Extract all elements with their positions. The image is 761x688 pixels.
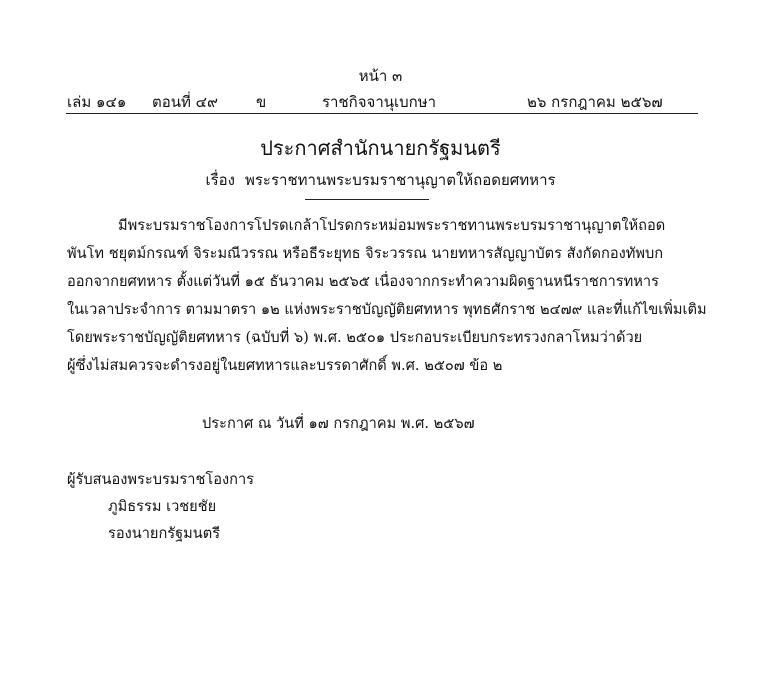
countersign-label: ผู้รับสนองพระบรมราชโองการ: [67, 471, 254, 488]
body-line: มีพระบรมราชโองการโปรดเกล้าโปรดกระหม่อมพระราชทานพระบรมราชานุญาตให้ถอด: [118, 217, 666, 234]
body-line: พันโท ชยุตม์กรณฑ์ จิระมณีวรรณ หรือธีระยุทธ จิระวรรณ นายทหารสัญญาบัตร สังกัดกองทัพบก: [67, 245, 664, 262]
publication-date: ๒๖ กรกฎาคม ๒๕๖๗: [527, 93, 663, 111]
body-line: ผู้ซึ่งไม่สมควรจะดำรงอยู่ในยศทหารและบรรดาศักดิ์ พ.ศ. ๒๕๐๗ ข้อ ๒: [67, 357, 503, 374]
announcement-title: ประกาศสำนักนายกรัฐมนตรี: [260, 136, 501, 160]
section-letter: ข: [256, 93, 267, 111]
page-number: หน้า ๓: [358, 67, 403, 85]
title-divider: [305, 199, 429, 200]
header-divider: [66, 113, 698, 114]
subject-text: พระราชทานพระบรมราชานุญาตให้ถอดยศทหาร: [244, 171, 556, 189]
announcement-subject: [0, 168, 761, 192]
volume-number: เล่ม ๑๔๑: [67, 93, 127, 111]
signatory-position: รองนายกรัฐมนตรี: [108, 525, 221, 542]
body-line: ออกจากยศทหาร ตั้งแต่วันที่ ๑๕ ธันวาคม ๒๕๖๕ เนื่องจากกระทำความผิดฐานหนีราชการทหาร: [67, 273, 659, 290]
subject-label: เรื่อง: [205, 171, 235, 189]
signatory-name: ภูมิธรรม เวชยชัย: [108, 498, 217, 515]
body-line: โดยพระราชบัญญัติยศทหาร (ฉบับที่ ๖) พ.ศ. ๒๕๐๑ ประกอบระเบียบกระทรวงกลาโหมว่าด้วย: [67, 329, 643, 346]
given-at-date: ประกาศ ณ วันที่ ๑๗ กรกฎาคม พ.ศ. ๒๕๖๗: [202, 415, 475, 432]
part-number: ตอนที่ ๔๙: [152, 93, 218, 111]
body-line: ในเวลาประจำการ ตามมาตรา ๑๒ แห่งพระราชบัญญัติยศทหาร พุทธศักราช ๒๔๗๙ และที่แก้ไขเพิ่มเติม: [67, 301, 707, 318]
publication-name: ราชกิจจานุเบกษา: [322, 93, 437, 111]
